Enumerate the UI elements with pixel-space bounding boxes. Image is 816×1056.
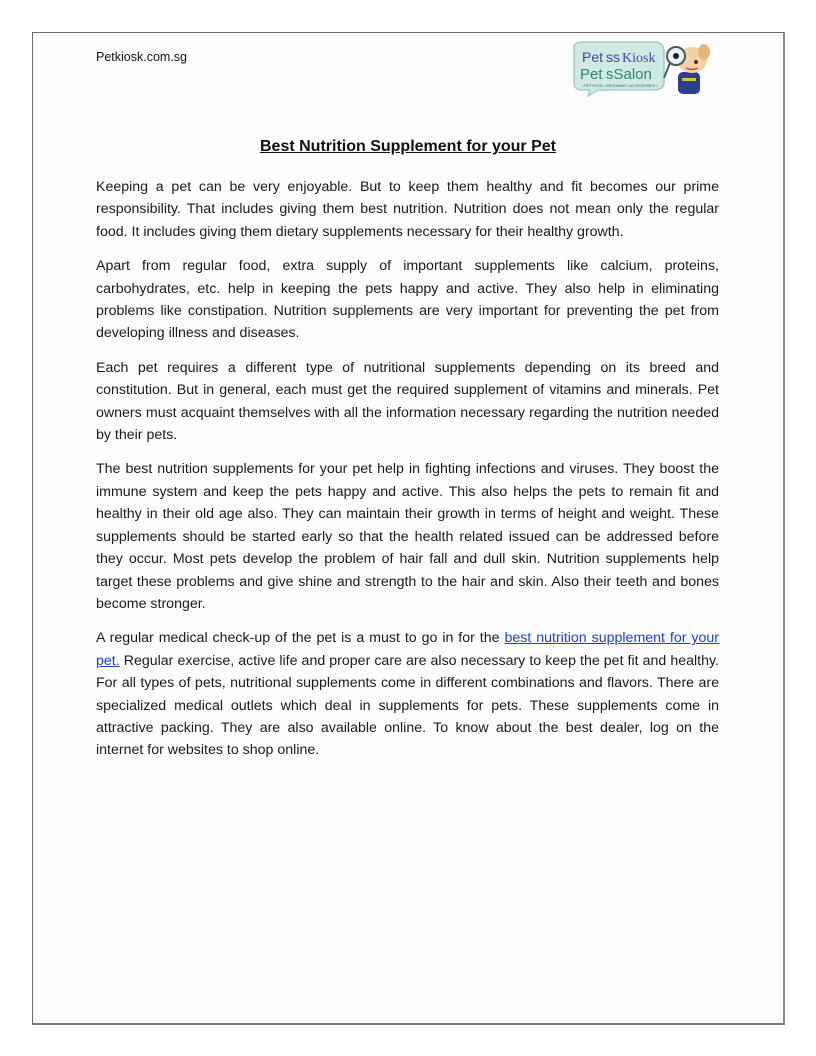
svg-text:ss: ss <box>606 49 620 65</box>
svg-text:Pet: Pet <box>580 66 603 83</box>
nutrition-supplement-link[interactable]: best nutrition supplement for your pet. <box>96 630 720 669</box>
svg-text:Pet: Pet <box>582 49 604 65</box>
svg-text:• PET FOOD • GROOMING • ACCESS: • PET FOOD • GROOMING • ACCESSORIES • <box>582 84 658 88</box>
document-title: Best Nutrition Supplement for your Pet <box>259 138 556 155</box>
logo-graphic <box>568 38 718 100</box>
paragraph-2: Apart from regular food, extra supply of important supplements like calcium, proteins, carbohydrates, etc. help in keeping the pets happy and active. They also help in eliminating problems like constipation. Nutrition supplements are very important for preventing the pet from developing illness and diseases. <box>96 258 719 342</box>
document-body <box>96 176 719 774</box>
svg-text:sSalon: sSalon <box>606 66 652 83</box>
dog-mascot-icon <box>664 44 710 94</box>
site-name: Petkiosk.com.sg <box>96 50 188 64</box>
paragraph-5-intro: A regular medical check-up of the pet is a must to go in for the <box>96 630 505 647</box>
paragraph-3: Each pet requires a different type of nutritional supplements depending on its breed and constitution. But in general, each must get the required supplement of vitamins and minerals. Pet owners must acquaint themselves with all the information necessary regarding the nutrition needed by their pets. <box>96 359 719 444</box>
svg-text:Kiosk: Kiosk <box>622 51 656 66</box>
paragraph-4: The best nutrition supplements for your pet help in fighting infections and viruses. They boost the immune system and keep the pets happy and active. This also helps the pets to remain fit and healthy in their old age also. They can maintain their growth in terms of height and weight. These supplements should be started early so that the health related issued can be addressed before they occur. Most pets develop the problem of hair fall and dull skin. Nutrition supplements help target these problems and give shine and strength to the hair and skin. Also their teeth and bones become stronger. <box>96 461 719 612</box>
paragraph-5-rest: Regular exercise, active life and proper care are also necessary to keep the pet fit and healthy. For all types of pets, nutritional supplements come in different combinations and flavors. There are specialized medical outlets which deal in supplements for pets. These supplements come in attractive packing. They are also available online. To know about the best dealer, log on the internet for websites to shop online. <box>96 652 719 759</box>
paragraph-1: Keeping a pet can be very enjoyable. But to keep them healthy and fit becomes our prime responsibility. That includes giving them best nutrition. Nutrition does not mean only the regular food. It includes giving them dietary supplements necessary for their healthy growth. <box>96 179 719 240</box>
paragraph-5 <box>96 627 719 761</box>
pets-kiosk-logo <box>568 38 718 100</box>
